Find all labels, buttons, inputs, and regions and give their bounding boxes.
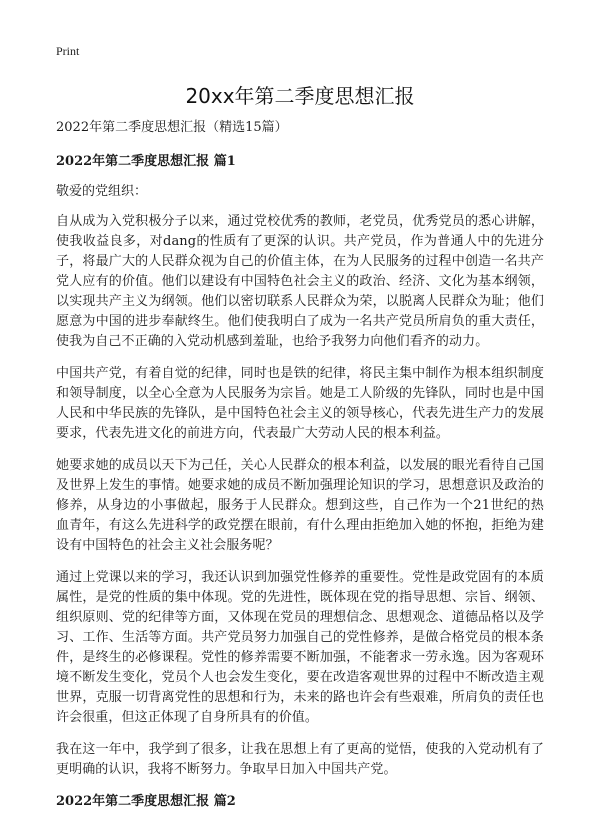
salutation: 敬爱的党组织： bbox=[56, 184, 148, 199]
section-heading-2: 2022年第二季度思想汇报 篇2 bbox=[56, 794, 236, 809]
paragraph-1: 自从成为入党积极分子以来，通过党校优秀的教师，老党员，优秀党员的悉心讲解，使我收益良多，对dang的性质有了更深的认识。共产党员，作为普通人中的先进分子，将最广大的人民群众视为自己的价值主体，在为人民服务的过程中创造一名共产党人应有的价值。他们以建设有中国特色社会主义的政治、经济、文化为基本纲领，以实现共产主义为纲领。他们以密切联系人民群众为荣，以脱离人民群众为耻；他们愿意为中国的进步奉献终生。他们使我明白了成为一名共产党员所肩负的重大责任，使我为自己不正确的入党动机感到羞耻，也给予我努力向他们看齐的动力。 bbox=[56, 214, 544, 349]
document-title: 20xx年第二季度思想汇报 bbox=[185, 84, 415, 108]
paragraph-5: 我在这一年中，我学到了很多，让我在思想上有了更高的觉悟，使我的入党动机有了更明确的认识，我将不断努力。争取早日加入中国共产党。 bbox=[56, 742, 544, 777]
document-subtitle: 2022年第二季度思想汇报（精选15篇） bbox=[56, 120, 288, 135]
paragraph-3: 她要求她的成员以天下为己任，关心人民群众的根本利益，以发展的眼光看待自己国及世界上发生的事情。她要求她的成员不断加强理论知识的学习，思想意识及政治的修养，从身边的小事做起，服务于人民群众。想到这些，自己作为一个21世纪的热血青年，有这么先进科学的政党摆在眼前，有什么理由拒绝加入她的怀抱，拒绝为建设有中国特色的社会主义社会服务呢？ bbox=[56, 458, 544, 553]
print-link[interactable]: Print bbox=[56, 44, 80, 58]
paragraph-2: 中国共产党，有着自觉的纪律，同时也是铁的纪律，将民主集中制作为根本组织制度和领导制度，以全心全意为人民服务为宗旨。她是工人阶级的先锋队，同时也是中国人民和中华民族的先锋队，是中国特色社会主义的领导核心，代表先进生产力的发展要求，代表先进文化的前进方向，代表最广大劳动人民的根本利益。 bbox=[56, 366, 544, 441]
paragraph-4: 通过上党课以来的学习，我还认识到加强党性修养的重要性。党性是政党固有的本质属性，是党的性质的集中体现。党的先进性，既体现在党的指导思想、宗旨、纲领、组织原则、党的纪律等方面，又体现在党员的理想信念、思想观念、道德品格以及学习、工作、生活等方面。共产党员努力加强自己的党性修养，是做合格党员的根本条件，是终生的必修课程。党性的修养需要不断加强，不能奢求一劳永逸。因为客观环境不断发生变化，党员个人也会发生变化，要在改造客观世界的过程中不断改造主观世界，克服一切背离党性的思想和行为，未来的路也许会有些艰难，所肩负的责任也许会很重，但这正体现了自身所具有的价值。 bbox=[56, 570, 544, 725]
section-heading-1: 2022年第二季度思想汇报 篇1 bbox=[56, 154, 236, 169]
document-body bbox=[56, 118, 544, 822]
